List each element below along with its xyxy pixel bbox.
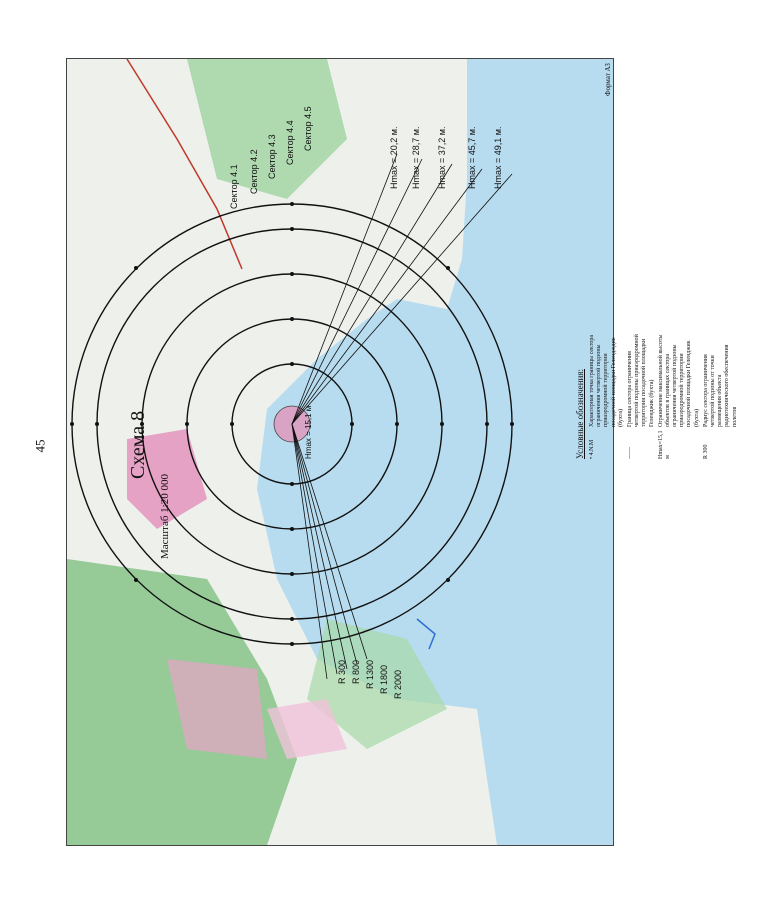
legend-key: Hmax=15,1 м	[657, 430, 671, 459]
legend-item	[627, 329, 656, 459]
legend-text: Ограничение максимальной высоты объектов в границах сектора ограничения четвертой подзоны приаэродромной территории посадочной площадки Геленджик (бухта)	[657, 334, 700, 427]
height-label-2: Hmax = 28,7 м.	[411, 126, 421, 189]
scheme-title: Схема 8	[127, 410, 149, 479]
radius-label-1800: R 1800	[379, 664, 389, 694]
legend-item	[703, 329, 739, 459]
scale-label: Масштаб 1:20 000	[159, 474, 171, 559]
legend-text: Граница сектора ограничения четвертой подзоны приаэродромной территории посадочной площадки Геленджик (бухта)	[626, 334, 655, 427]
height-label-5: Hmax = 49,1 м.	[493, 126, 503, 189]
sector-label-4-2: Сектор 4.2	[249, 149, 259, 194]
legend-key: R 300	[702, 444, 709, 459]
legend-text: Характерная точка границы сектора ограничения четвертой подзоны приаэродромной территории посадочной площадки Гелендждик (бухта)	[589, 334, 624, 427]
legend	[575, 329, 775, 459]
radius-label-800: R 800	[351, 659, 361, 684]
radius-label-1300: R 1300	[365, 659, 375, 689]
sector-label-4-5: Сектор 4.5	[303, 106, 313, 151]
sector-label-4-4: Сектор 4.4	[285, 120, 295, 165]
format-label: Формат АЗ	[604, 63, 612, 96]
radius-label-2000: R 2000	[393, 669, 403, 699]
legend-title: Условные обозначения:	[575, 368, 585, 459]
legend-text: Радиус сектора ограничения четвертой подзоны от точки размещения объекта радиотехнического обеспечения полетов	[702, 344, 738, 427]
radius-label-300: R 300	[337, 659, 347, 684]
height-label-3: Hmax = 37,2 м.	[437, 126, 447, 189]
center-height-label: Hmax = 15,1 м	[304, 405, 313, 459]
map-frame	[66, 58, 738, 846]
legend-item	[658, 329, 701, 459]
sector-label-4-1: Сектор 4.1	[229, 164, 239, 209]
legend-key: ——	[626, 447, 633, 459]
page-number: 45	[32, 439, 48, 453]
legend-item	[589, 329, 625, 459]
legend-key: • 4.N.M	[589, 439, 595, 459]
height-label-1: Hmax = 20,2 м.	[389, 126, 399, 189]
sector-label-4-3: Сектор 4.3	[267, 134, 277, 179]
height-label-4: Hmax = 45,7 м.	[467, 126, 477, 189]
